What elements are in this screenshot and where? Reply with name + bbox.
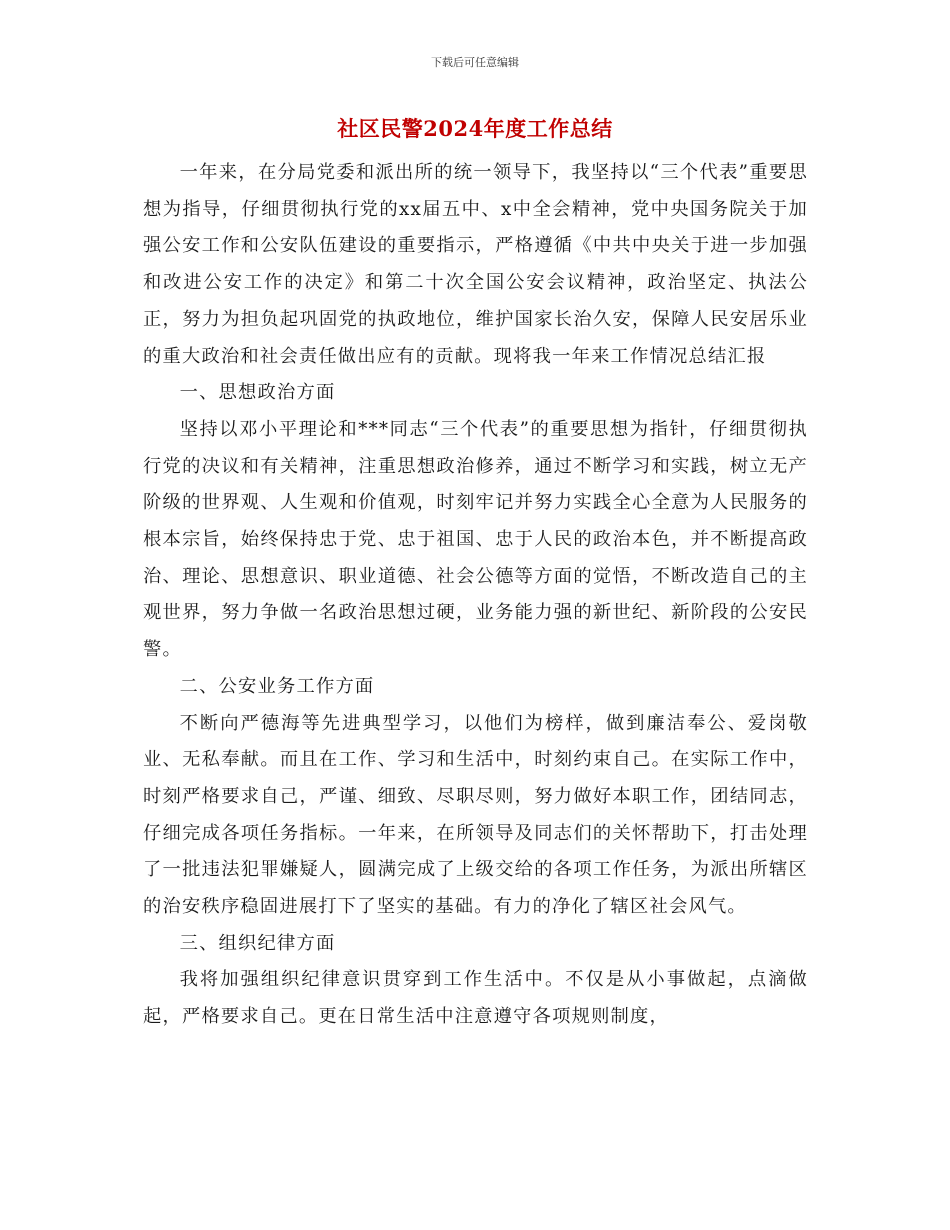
section-body-ideology: 坚持以邓小平理论和***同志“三个代表”的重要思想为指针，仔细贯彻执行党的决议和有关精神，注重思想政治修养，通过不断学习和实践，树立无产阶级的世界观、人生观和价值观，时刻牢记并努力实践全心全意为人民服务的根本宗旨，始终保持忠于党、忠于祖国、忠于人民的政治本色，并不断提高政治、理论、思想意识、职业道德、社会公德等方面的觉悟，不断改造自己的主观世界，努力争做一名政治思想过硬，业务能力强的新世纪、新阶段的公安民警。 — [143, 418, 808, 661]
intro-paragraph: 一年来，在分局党委和派出所的统一领导下，我坚持以“三个代表”重要思想为指导，仔细贯彻执行党的xx届五中、x中全会精神，党中央国务院关于加强公安工作和公安队伍建设的重要指示，严格遵循《中共中央关于进一步加强和改进公安工作的决定》和第二十次全国公安会议精神，政治坚定、执法公正，努力为担负起巩固党的执政地位，维护国家长治久安，保障人民安居乐业的重大政治和社会责任做出应有的贡献。现将我一年来工作情况总结汇报 — [143, 162, 808, 367]
section-body-police-work: 不断向严德海等先进典型学习，以他们为榜样，做到廉洁奉公、爱岗敬业、无私奉献。而且在工作、学习和生活中，时刻约束自己。在实际工作中，时刻严格要求自己，严谨、细致、尽职尽则，努力做好本职工作，团结同志，仔细完成各项任务指标。一年来，在所领导及同志们的关怀帮助下，打击处理了一批违法犯罪嫌疑人，圆满完成了上级交给的各项工作任务，为派出所辖区的治安秩序稳固进展打下了坚实的基础。有力的净化了辖区社会风气。 — [143, 712, 808, 918]
download-note: 下载后可任意编辑 — [431, 56, 519, 69]
document-body — [143, 155, 808, 1036]
document-title: 社区民警2024年度工作总结 — [337, 116, 613, 141]
section-heading-ideology: 一、思想政治方面 — [179, 382, 336, 404]
section-heading-police-work: 二、公安业务工作方面 — [179, 675, 375, 697]
section-body-discipline: 我将加强组织纪律意识贯穿到工作生活中。不仅是从小事做起，点滴做起，严格要求自己。更在日常生活中注意遵守各项规则制度， — [143, 969, 808, 1028]
section-heading-discipline: 三、组织纪律方面 — [179, 932, 336, 954]
